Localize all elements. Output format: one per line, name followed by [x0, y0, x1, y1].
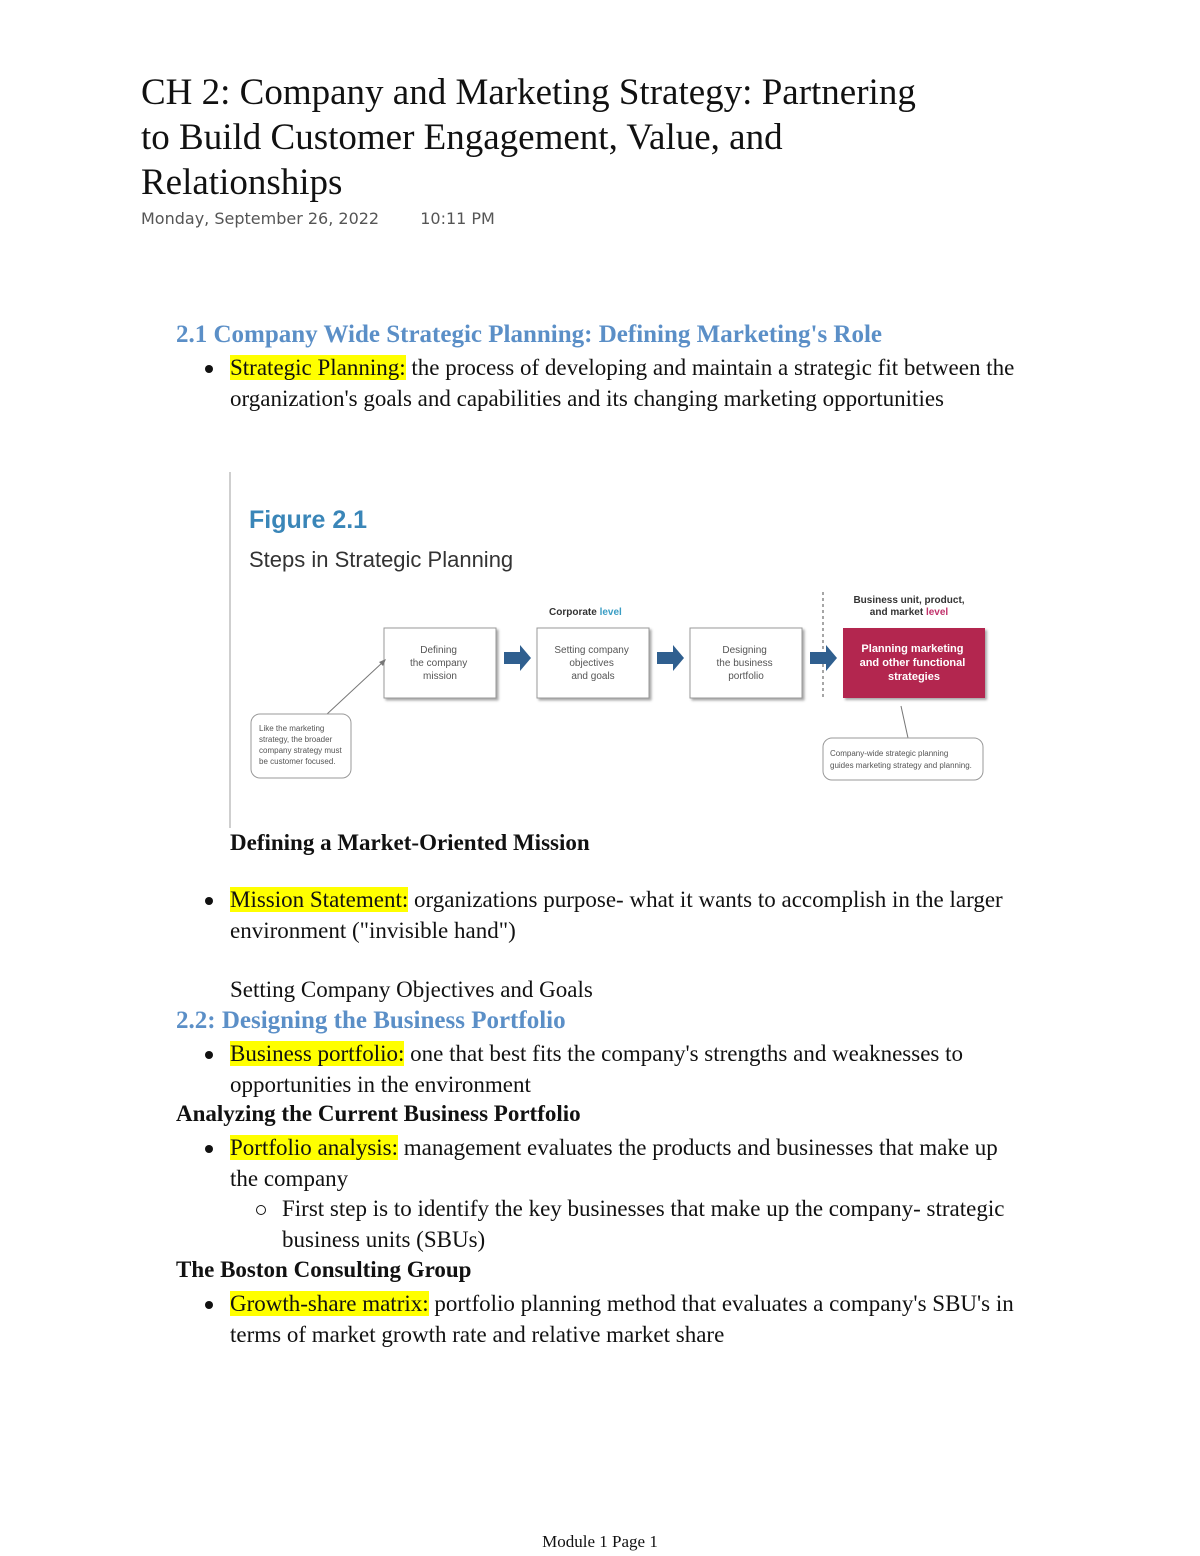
connector-left-note — [326, 662, 383, 715]
arrow-right-icon — [504, 645, 531, 671]
list-item — [176, 1289, 1016, 1350]
page-meta — [141, 209, 495, 228]
svg-text:Defining the company: Defining the company mission — [409, 645, 468, 682]
list-strategic-planning — [176, 353, 1026, 414]
step-design-portfolio — [690, 628, 802, 698]
svg-text:Designing the business: Designing the business portfolio — [716, 645, 773, 682]
figure-caption: Steps in Strategic Planning — [249, 547, 514, 572]
svg-text:Company-wide strategic plannin: Company-wide strategic planning guides marketing strategy and planning. — [830, 749, 972, 770]
definition-portfolio-analysis: management evaluates the products and businesses that make up the company — [230, 1135, 998, 1191]
term-strategic-planning: Strategic Planning: — [230, 355, 406, 380]
definition-mission-statement: organizations purpose- what it wants to accomplish in the larger environment ("invisible hand") — [230, 887, 1003, 943]
section-heading-2-2: 2.2: Designing the Business Portfolio — [176, 1007, 566, 1034]
svg-text:Setting company object: Setting company objectives and goals — [554, 645, 629, 682]
list-business-portfolio — [176, 1039, 976, 1100]
page-time: 10:11 PM — [420, 209, 495, 228]
analyzing-heading: Analyzing the Current Business Portfolio — [176, 1101, 581, 1126]
definition-business-portfolio: one that best fits the company's strengths and weaknesses to opportunities in the environment — [230, 1041, 964, 1097]
list-item — [176, 353, 1026, 414]
term-portfolio-analysis: Portfolio analysis: — [230, 1135, 399, 1160]
note-customer-focused — [251, 714, 351, 778]
sub-list-item: First step is to identify the key businesses that make up the company- strategic business units (SBUs) — [176, 1194, 1026, 1255]
business-level-label-1: Business unit, product, — [853, 595, 965, 606]
corporate-level-label: Corporate level — [549, 607, 622, 618]
business-level-label-2: and market level — [869, 607, 949, 618]
step-plan-marketing — [843, 628, 985, 698]
mission-heading: Defining a Market-Oriented Mission — [230, 830, 590, 855]
objectives-line: Setting Company Objectives and Goals — [230, 977, 593, 1002]
list-item — [176, 885, 1036, 946]
svg-text:Like the marketing str: Like the marketing strategy, the broader company strategy must be customer focused. — [259, 724, 342, 766]
term-growth-share-matrix: Growth-share matrix: — [230, 1291, 429, 1316]
note-company-wide-planning — [823, 738, 983, 780]
figure-steps-strategic-planning — [229, 472, 1001, 828]
connector-right-note — [901, 706, 908, 738]
step-define-mission — [384, 628, 496, 698]
bcg-heading: The Boston Consulting Group — [176, 1257, 472, 1282]
figure-diagram — [231, 472, 1001, 828]
term-business-portfolio: Business portfolio: — [230, 1041, 405, 1066]
list-item — [176, 1133, 1026, 1194]
step-set-objectives — [537, 628, 649, 698]
list-portfolio-analysis — [176, 1133, 1026, 1255]
definition-growth-share-matrix: portfolio planning method that evaluates a company's SBU's in terms of market growth rate and relative market share — [230, 1291, 1014, 1347]
list-growth-share — [176, 1289, 1016, 1350]
list-mission — [176, 885, 1036, 946]
definition-strategic-planning: the process of developing and maintain a strategic fit between the organization's goals and capabilities and its changing marketing opportunities — [230, 355, 1015, 411]
list-item — [176, 1039, 976, 1100]
page-footer: Module 1 Page 1 — [542, 1532, 658, 1551]
section-heading-2-1: 2.1 Company Wide Strategic Planning: Defining Marketing's Role — [176, 321, 883, 348]
term-mission-statement: Mission Statement: — [230, 887, 409, 912]
figure-label: Figure 2.1 — [249, 506, 368, 534]
arrow-right-icon — [657, 645, 684, 671]
page-date: Monday, September 26, 2022 — [141, 209, 380, 228]
svg-text:Planning marketing and: Planning marketing and other functional strategies — [859, 643, 966, 683]
page-title: CH 2: Company and Marketing Strategy: Partnering to Build Customer Engagement, Value, and Relationships — [141, 72, 916, 203]
